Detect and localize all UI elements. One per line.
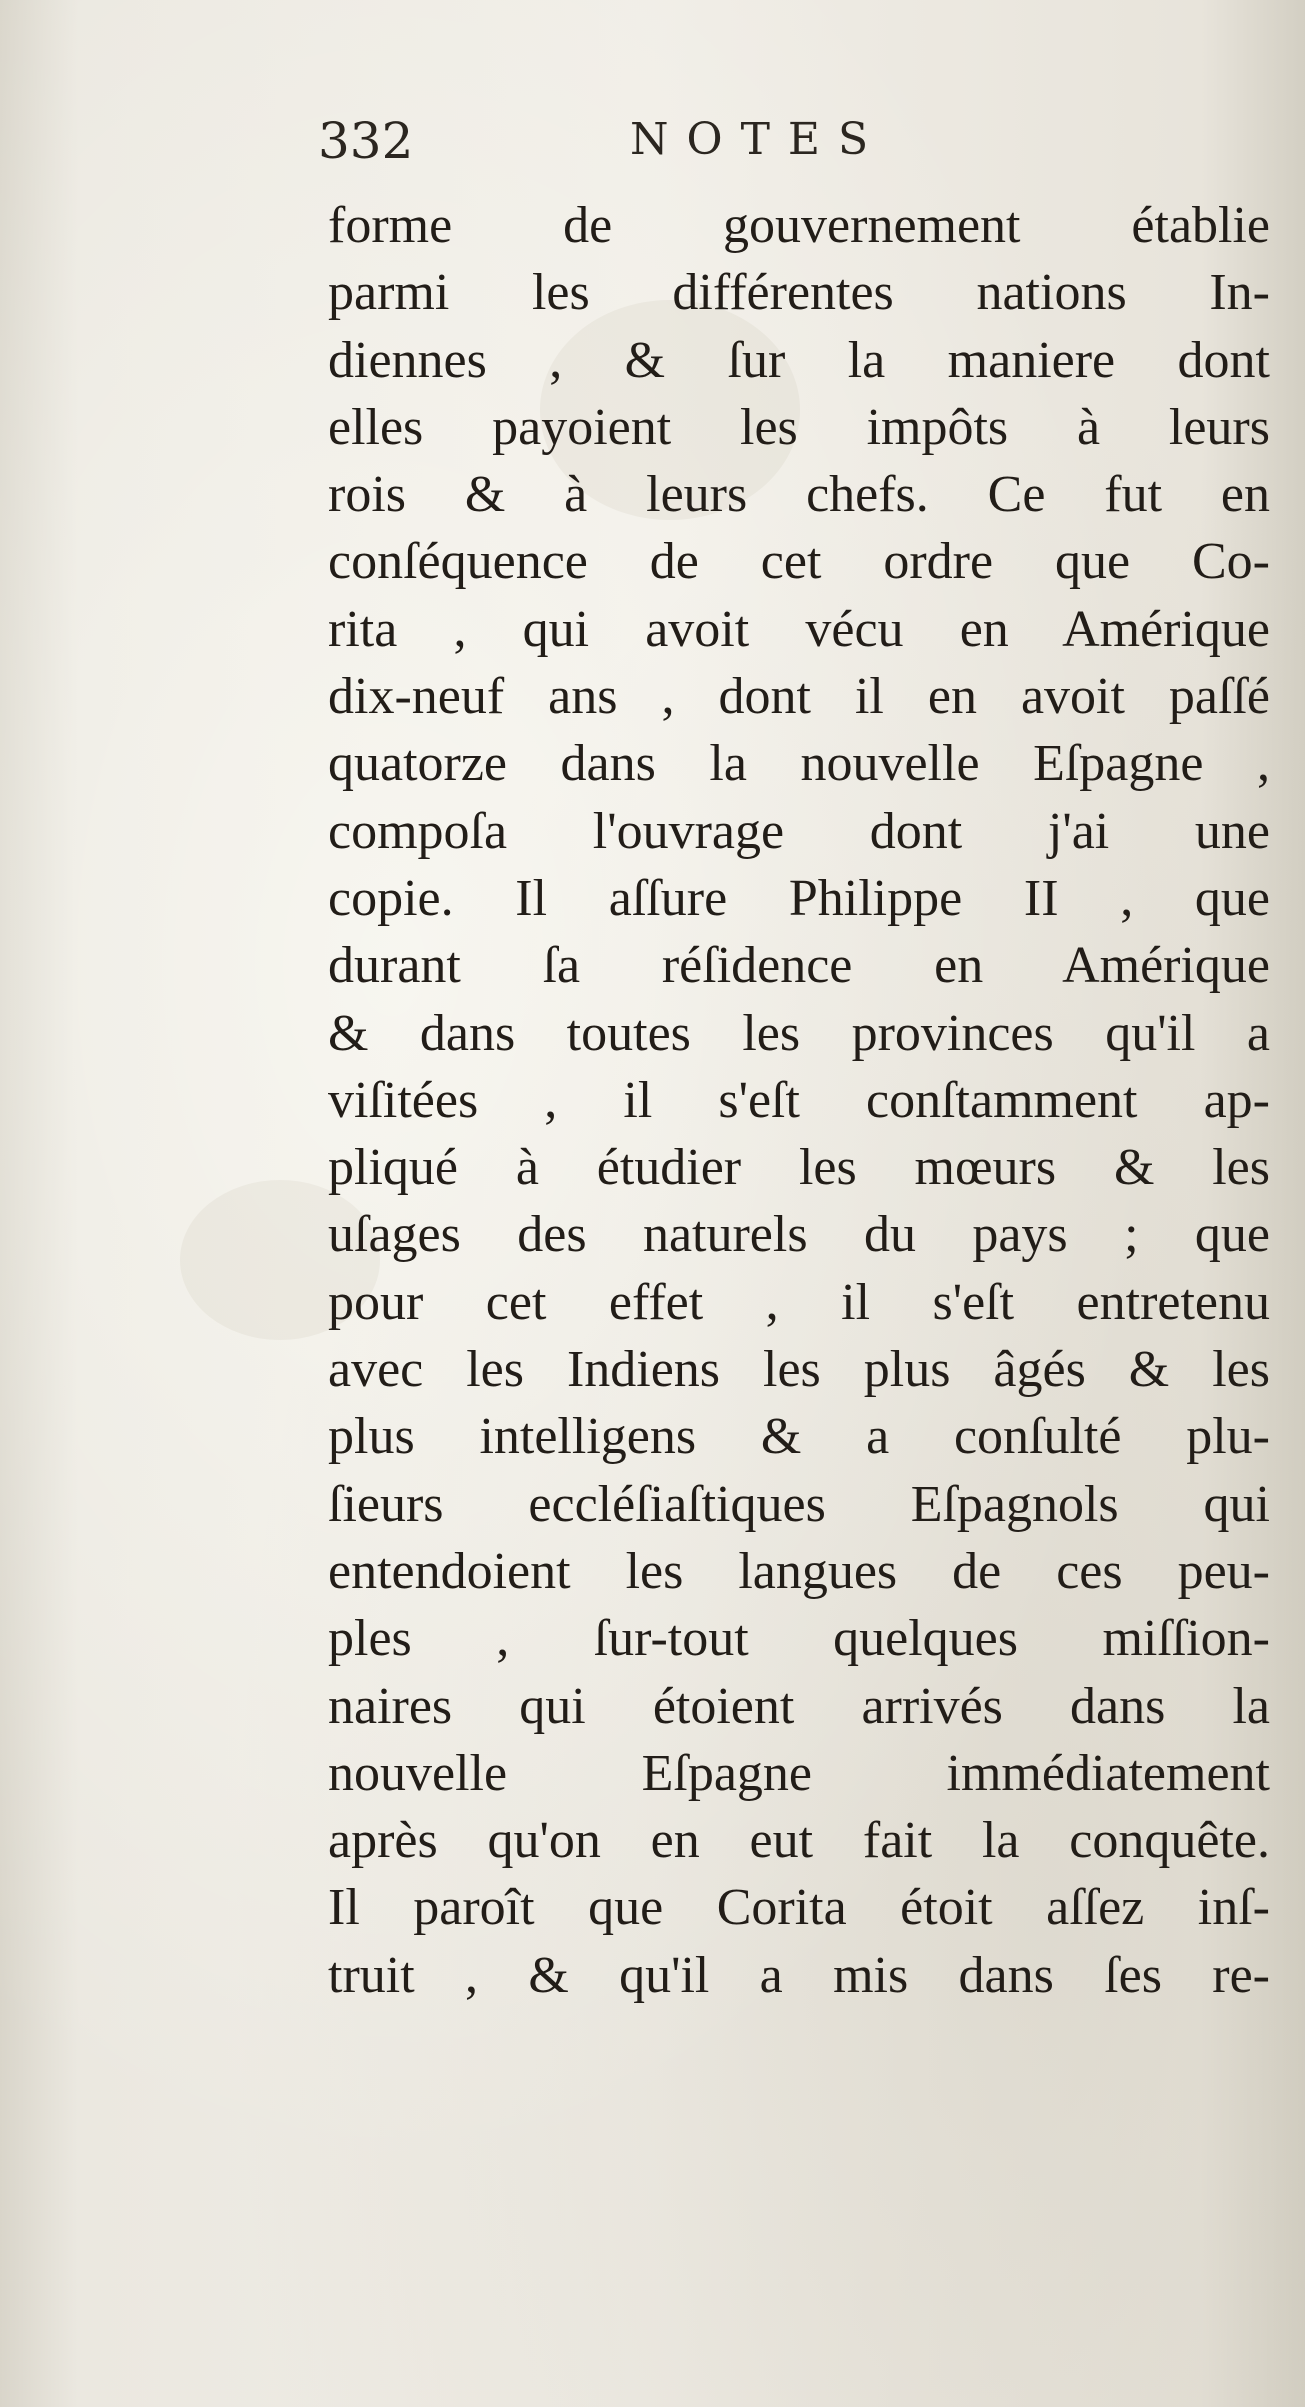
text-line: diennes , & ſur la maniere dont <box>328 331 1270 389</box>
text-line: ſieurs eccléſiaſtiques Eſpagnols qui <box>328 1475 1270 1533</box>
text-line: rita , qui avoit vécu en Amérique <box>328 600 1270 658</box>
text-line: uſages des naturels du pays ; que <box>328 1206 1270 1264</box>
body-text <box>328 192 1270 2009</box>
text-line: entendoient les langues de ces peu- <box>328 1542 1270 1600</box>
text-line: conſéquence de cet ordre que Co- <box>328 533 1270 591</box>
text-line: naires qui étoient arrivés dans la <box>328 1677 1270 1735</box>
running-title: NOTES <box>630 114 887 165</box>
text-line: pour cet effet , il s'eſt entretenu <box>328 1273 1270 1331</box>
text-line: Il paroît que Corita étoit aſſez inſ- <box>328 1879 1270 1937</box>
text-line: elles payoient les impôts à leurs <box>328 398 1270 456</box>
text-line: & dans toutes les provinces qu'il a <box>328 1004 1270 1062</box>
text-line: avec les Indiens les plus âgés & les <box>328 1341 1270 1399</box>
text-line: rois & à leurs chefs. Ce fut en <box>328 466 1270 524</box>
text-line: forme de gouvernement établie <box>328 197 1270 254</box>
text-line: compoſa l'ouvrage dont j'ai une <box>328 802 1270 860</box>
page-number: 332 <box>318 112 414 170</box>
text-line: parmi les différentes nations In- <box>328 264 1270 322</box>
text-line: nouvelle Eſpagne immédiatement <box>328 1744 1270 1802</box>
text-line: plus intelligens & a conſulté plu- <box>328 1408 1270 1466</box>
text-line: dix-neuf ans , dont il en avoit paſſé <box>328 668 1270 726</box>
text-line: quatorze dans la nouvelle Eſpagne , <box>328 735 1270 793</box>
text-line: viſitées , il s'eſt conſtamment ap- <box>328 1071 1270 1129</box>
text-line: ples , ſur-tout quelques miſſion- <box>328 1610 1270 1668</box>
text-line: après qu'on en eut fait la conquête. <box>328 1812 1270 1870</box>
text-line: truit , & qu'il a mis dans ſes re- <box>328 1946 1270 2004</box>
text-line: copie. Il aſſure Philippe II , que <box>328 869 1270 927</box>
running-head <box>318 112 1278 172</box>
text-line: pliqué à étudier les mœurs & les <box>328 1139 1270 1197</box>
text-line: durant ſa réſidence en Amérique <box>328 937 1270 995</box>
